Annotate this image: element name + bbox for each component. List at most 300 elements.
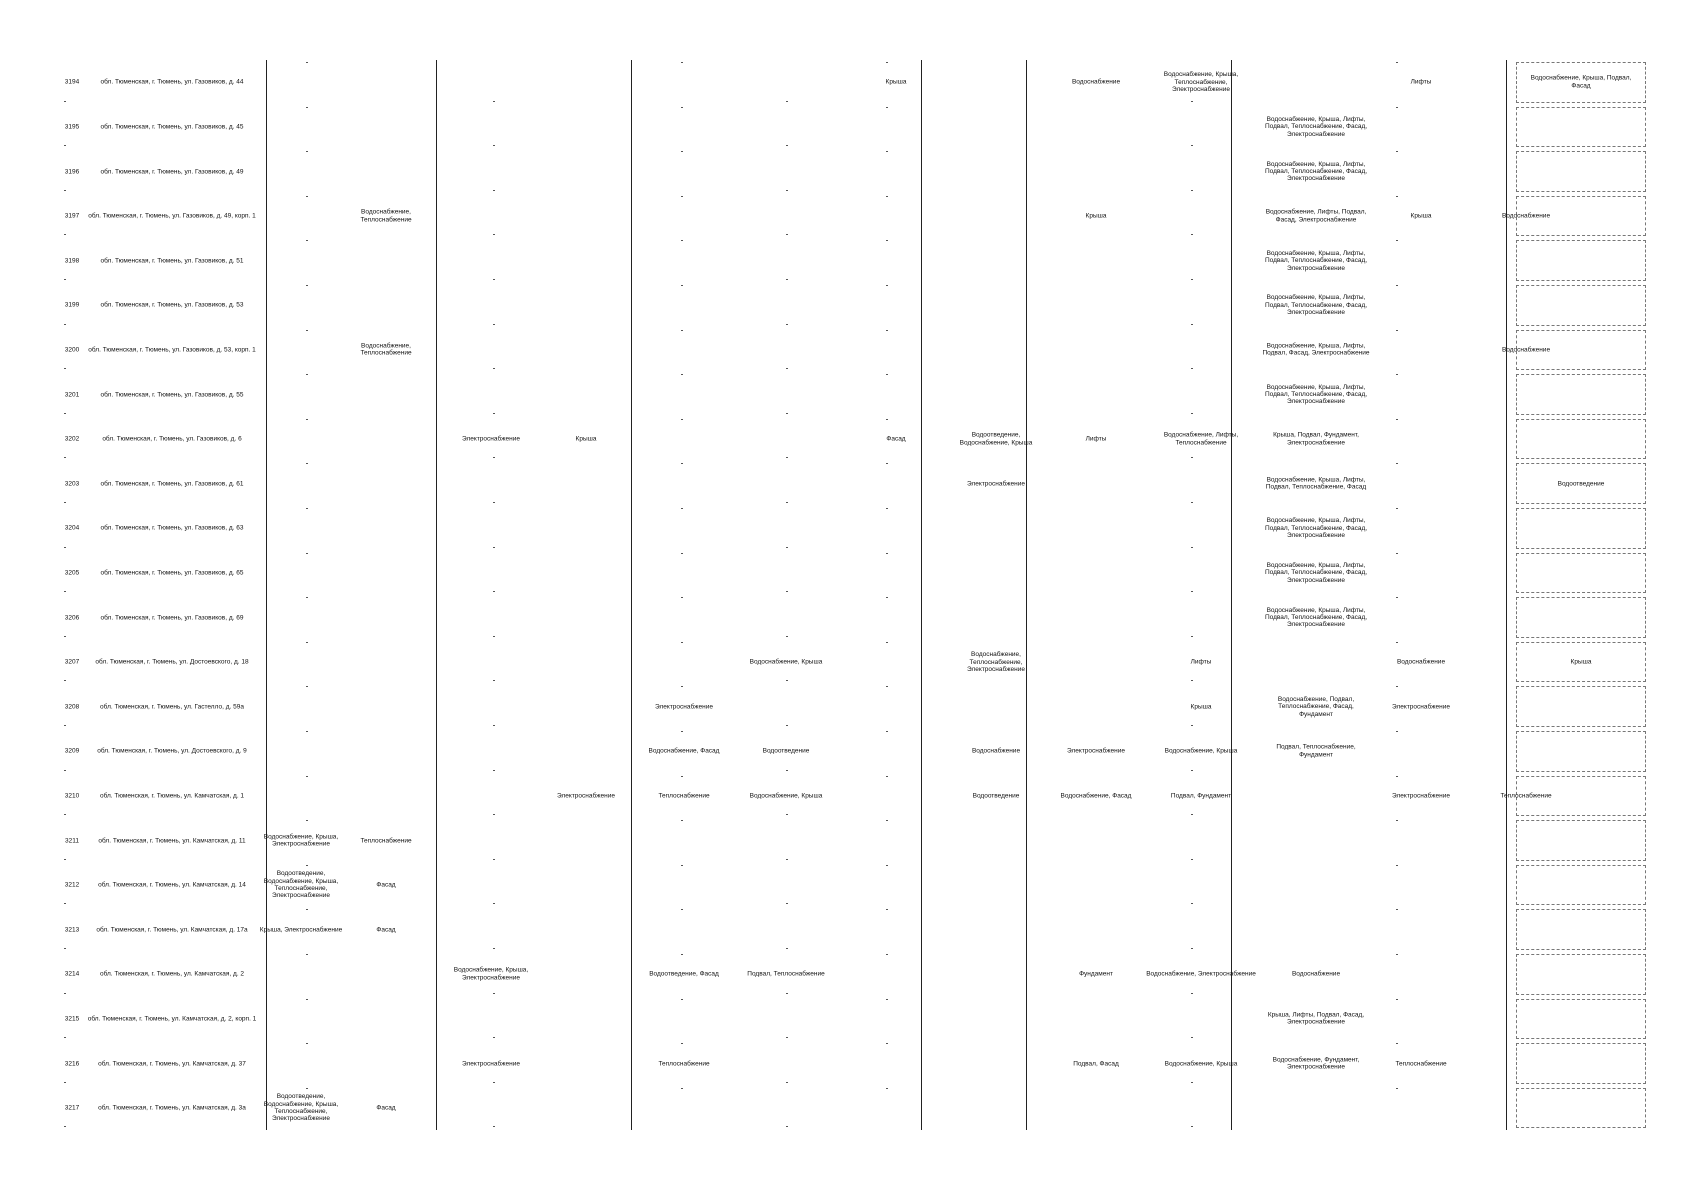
grid-tick [306,776,308,777]
address-cell: обл. Тюменская, г. Тюмень, ул. Газовиков, д. 55 [100,390,244,398]
grid-tick [493,636,495,637]
work-type-cell: Водоснабжение, Крыша, Лифты, Подвал, Теплоснабжение, Фасад, Электроснабжение [1264,160,1368,183]
row-number: 3207 [64,658,80,666]
grid-tick [306,196,308,197]
row-number: 3217 [64,1104,80,1112]
address-cell: обл. Тюменская, г. Тюмень, ул. Камчатская, д. 3а [98,1104,246,1112]
grid-tick [64,368,66,369]
work-type-cell: Теплоснабжение [1395,1059,1447,1067]
work-type-cell: Крыша [1410,212,1432,220]
column-divider [1231,60,1232,1130]
address-cell: обл. Тюменская, г. Тюмень, ул. Камчатская, д. 11 [98,836,246,844]
column-divider [631,60,632,1130]
work-type-cell: Водоснабжение, Крыша, Лифты, Подвал, Теплоснабжение, Фасад, Электроснабжение [1264,561,1368,584]
grid-tick [886,508,888,509]
work-type-cell: Электроснабжение [462,435,520,443]
grid-tick [1191,145,1193,146]
grid-tick [64,903,66,904]
row-number: 3211 [65,836,79,844]
grid-tick [1396,196,1398,197]
grid-tick [493,413,495,414]
grid-tick [786,324,788,325]
address-cell: обл. Тюменская, г. Тюмень, ул. Газовиков, д. 53, корп. 1 [88,346,256,354]
grid-tick [681,151,683,152]
row-number: 3202 [64,435,80,443]
work-type-cell: Крыша, Электроснабжение [259,925,343,933]
grid-tick [493,770,495,771]
work-type-cell: Водоснабжение, Подвал, Теплоснабжение, Фасад, Фундамент [1277,695,1355,718]
grid-tick [886,330,888,331]
grid-tick [786,948,788,949]
grid-tick [1191,636,1193,637]
grid-tick [1191,368,1193,369]
work-type-cell: Лифты [1085,435,1107,443]
row-number: 3208 [64,702,80,710]
grid-tick [786,279,788,280]
dashed-cell [1516,1043,1646,1084]
grid-tick [1191,101,1193,102]
work-type-cell: Водоснабжение, Крыша, Лифты, Подвал, Фасад, Электроснабжение [1262,342,1370,357]
grid-tick [681,62,683,63]
work-type-cell: Водоотведение, Водоснабжение, Крыша, Теплоснабжение, Электроснабжение [263,870,339,900]
column-divider [436,60,437,1130]
grid-tick [786,457,788,458]
grid-tick [1396,776,1398,777]
work-type-cell: Теплоснабжение [360,836,412,844]
work-type-cell: Водоотведение [762,747,810,755]
work-type-cell: Лифты [1190,658,1212,666]
grid-tick [306,240,308,241]
grid-tick [1191,190,1193,191]
row-number: 3195 [64,123,80,131]
grid-tick [1191,1037,1193,1038]
work-type-cell: Лифты [1410,78,1432,86]
work-type-cell: Крыша [1085,212,1107,220]
work-type-cell: Электроснабжение [1392,792,1450,800]
work-type-cell: Водоотведение [1557,479,1605,487]
grid-tick [1191,993,1193,994]
grid-tick [306,285,308,286]
grid-tick [1396,419,1398,420]
grid-tick [306,419,308,420]
grid-tick [1396,1088,1398,1089]
row-number: 3200 [64,346,80,354]
grid-tick [681,285,683,286]
grid-tick [681,107,683,108]
grid-tick [306,1088,308,1089]
grid-tick [306,151,308,152]
work-type-cell: Водоотведение, Водоснабжение, Крыша [959,431,1033,447]
work-type-cell: Водоснабжение, Теплоснабжение, Электроснабжение [967,650,1025,673]
grid-tick [64,948,66,949]
grid-tick [306,597,308,598]
work-type-cell: Теплоснабжение [658,1059,710,1067]
grid-tick [1191,502,1193,503]
work-type-cell: Водоснабжение [1071,78,1121,86]
grid-tick [64,457,66,458]
work-type-cell: Водоснабжение, Теплоснабжение [360,208,412,224]
grid-tick [1396,285,1398,286]
grid-tick [1191,591,1193,592]
grid-tick [306,999,308,1000]
work-type-cell: Теплоснабжение [658,792,710,800]
work-type-cell: Водоотведение, Фасад [649,970,719,978]
address-cell: обл. Тюменская, г. Тюмень, ул. Камчатская, д. 17а [96,925,248,933]
address-cell: обл. Тюменская, г. Тюмень, ул. Камчатская, д. 2, корп. 1 [87,1015,257,1023]
work-type-cell: Водоснабжение, Фундамент, Электроснабжение [1272,1056,1360,1071]
work-type-cell: Подвал, Фундамент [1170,792,1232,800]
work-type-cell: Водоснабжение, Крыша, Электроснабжение [263,833,339,848]
address-cell: обл. Тюменская, г. Тюмень, ул. Камчатская, д. 1 [99,792,245,800]
grid-tick [786,547,788,548]
work-type-cell: Электроснабжение [462,1059,520,1067]
dashed-cell [1516,686,1646,727]
work-type-cell: Фасад [376,881,396,889]
grid-tick [306,463,308,464]
grid-tick [1396,62,1398,63]
grid-tick [493,457,495,458]
dashed-cell [1516,909,1646,950]
dashed-cell [1516,553,1646,594]
work-type-cell: Подвал, Теплоснабжение, Фундамент [1276,743,1356,759]
grid-tick [1396,954,1398,955]
grid-tick [493,368,495,369]
work-type-cell: Водоснабжение, Теплоснабжение [360,342,412,357]
grid-tick [1191,859,1193,860]
grid-tick [493,680,495,681]
grid-tick [306,686,308,687]
grid-tick [681,865,683,866]
work-type-cell: Электроснабжение [967,479,1025,487]
grid-tick [886,731,888,732]
row-number: 3204 [64,524,80,532]
grid-tick [64,591,66,592]
grid-tick [306,1043,308,1044]
grid-tick [886,151,888,152]
grid-tick [64,190,66,191]
grid-tick [886,776,888,777]
row-number: 3197 [64,212,80,220]
grid-tick [1396,1043,1398,1044]
grid-tick [64,770,66,771]
dashed-cell [1516,954,1646,995]
dashed-cell [1516,151,1646,192]
grid-tick [1396,865,1398,866]
row-number: 3205 [64,569,80,577]
row-number: 3198 [64,256,80,264]
grid-tick [1191,457,1193,458]
work-type-cell: Водоснабжение, Крыша, Лифты, Подвал, Теплоснабжение, Фасад, Электроснабжение [1264,606,1368,629]
work-type-cell: Водоснабжение, Крыша, Лифты, Подвал, Теплоснабжение, Фасад, Электроснабжение [1264,517,1368,539]
row-number: 3203 [64,479,80,487]
grid-tick [1191,1126,1193,1127]
work-type-cell: Крыша [1570,658,1592,666]
row-number: 3209 [64,747,80,755]
work-type-cell: Водоснабжение [1501,212,1551,220]
dashed-cell [1516,820,1646,861]
grid-tick [1191,948,1193,949]
grid-tick [786,190,788,191]
dashed-cell [1516,731,1646,772]
grid-tick [493,814,495,815]
work-type-cell: Фасад [376,925,396,933]
grid-tick [1191,547,1193,548]
row-number: 3212 [64,881,80,889]
work-type-cell: Водоснабжение, Крыша, Теплоснабжение, Электроснабжение [1163,71,1239,93]
work-type-cell: Подвал, Фасад [1073,1059,1119,1067]
grid-tick [64,324,66,325]
grid-tick [786,1037,788,1038]
grid-tick [786,368,788,369]
grid-tick [1396,597,1398,598]
dashed-cell [1516,597,1646,638]
work-type-cell: Водоснабжение, Крыша, Лифты, Подвал, Теплоснабжение, Фасад, Электроснабжение [1264,249,1368,272]
grid-tick [886,553,888,554]
grid-tick [64,814,66,815]
dashed-cell [1516,1088,1646,1129]
address-cell: обл. Тюменская, г. Тюмень, ул. Газовиков, д. 51 [100,256,244,264]
grid-tick [681,330,683,331]
grid-tick [886,196,888,197]
work-type-cell: Водоснабжение, Крыша [1164,1059,1238,1067]
dashed-cell [1516,285,1646,326]
dashed-cell [1516,999,1646,1040]
row-number: 3194 [64,78,80,86]
grid-tick [681,731,683,732]
work-type-cell: Водоснабжение, Лифты, Теплоснабжение [1163,431,1239,447]
grid-tick [886,463,888,464]
grid-tick [1191,324,1193,325]
address-cell: обл. Тюменская, г. Тюмень, ул. Газовиков, д. 53 [100,301,244,309]
grid-tick [64,1126,66,1127]
work-type-cell: Водоснабжение [1396,658,1446,666]
grid-tick [306,374,308,375]
grid-tick [493,993,495,994]
grid-tick [786,993,788,994]
work-type-cell: Крыша, Подвал, Фундамент, Электроснабжение [1273,431,1359,447]
grid-tick [681,642,683,643]
grid-tick [306,731,308,732]
work-type-cell: Водоснабжение, Крыша [749,792,823,800]
grid-tick [681,419,683,420]
grid-tick [786,814,788,815]
grid-tick [1396,463,1398,464]
grid-tick [886,1043,888,1044]
column-divider [266,60,267,1130]
grid-tick [786,502,788,503]
grid-tick [681,597,683,598]
work-type-cell: Крыша [885,78,907,86]
grid-tick [64,234,66,235]
grid-tick [886,909,888,910]
grid-tick [1396,642,1398,643]
grid-tick [1396,151,1398,152]
address-cell: обл. Тюменская, г. Тюмень, ул. Газовиков, д. 69 [100,613,244,621]
work-type-cell: Водоснабжение, Крыша, Лифты, Подвал, Теплоснабжение, Фасад, Электроснабжение [1264,383,1368,406]
dashed-cell [1516,419,1646,460]
work-type-cell: Водоснабжение, Крыша, Электроснабжение [453,966,529,982]
grid-tick [64,502,66,503]
grid-tick [493,725,495,726]
grid-tick [886,240,888,241]
grid-tick [681,820,683,821]
grid-tick [493,1126,495,1127]
work-type-cell: Фасад [886,435,906,443]
address-cell: обл. Тюменская, г. Тюмень, ул. Гастелло, д. 59а [100,702,244,710]
grid-tick [493,903,495,904]
grid-tick [493,547,495,548]
grid-tick [306,820,308,821]
grid-tick [1396,909,1398,910]
work-type-cell: Водоснабжение, Фасад [1060,792,1132,800]
row-number: 3201 [64,390,80,398]
grid-tick [493,190,495,191]
grid-tick [786,145,788,146]
row-number: 3216 [64,1059,80,1067]
grid-tick [1191,680,1193,681]
address-cell: обл. Тюменская, г. Тюмень, ул. Газовиков, д. 61 [100,479,244,487]
address-cell: обл. Тюменская, г. Тюмень, ул. Газовиков, д. 49, корп. 1 [88,212,256,220]
dashed-cell [1516,865,1646,906]
grid-tick [1191,1082,1193,1083]
work-type-cell: Электроснабжение [1392,702,1450,710]
schedule-table [56,60,1646,1130]
grid-tick [1191,725,1193,726]
work-type-cell: Водоснабжение, Фасад [648,747,720,755]
dashed-cell [1516,508,1646,549]
address-cell: обл. Тюменская, г. Тюмень, ул. Газовиков, д. 44 [100,78,244,86]
row-number: 3196 [64,167,80,175]
grid-tick [306,508,308,509]
work-type-cell: Крыша [1190,702,1212,710]
grid-tick [681,196,683,197]
grid-tick [886,999,888,1000]
grid-tick [1396,820,1398,821]
grid-tick [493,279,495,280]
grid-tick [306,107,308,108]
column-divider [1026,60,1027,1130]
grid-tick [886,865,888,866]
grid-tick [886,285,888,286]
grid-tick [681,686,683,687]
row-number: 3215 [64,1015,80,1023]
grid-tick [306,553,308,554]
work-type-cell: Водоснабжение, Лифты, Подвал, Фасад, Электроснабжение [1265,208,1367,224]
grid-tick [786,413,788,414]
grid-tick [1396,999,1398,1000]
grid-tick [64,279,66,280]
grid-tick [886,374,888,375]
row-number: 3214 [64,970,80,978]
grid-tick [1191,234,1193,235]
column-divider [921,60,922,1130]
grid-tick [1191,770,1193,771]
grid-tick [64,725,66,726]
work-type-cell: Электроснабжение [557,792,615,800]
grid-tick [681,909,683,910]
grid-tick [1396,686,1398,687]
grid-tick [786,680,788,681]
grid-tick [786,636,788,637]
grid-tick [306,909,308,910]
grid-tick [493,101,495,102]
grid-tick [1396,374,1398,375]
grid-tick [1191,903,1193,904]
grid-tick [1191,413,1193,414]
grid-tick [64,547,66,548]
row-number: 3206 [64,613,80,621]
grid-tick [1396,731,1398,732]
grid-tick [1396,107,1398,108]
address-cell: обл. Тюменская, г. Тюмень, ул. Достоевского, д. 18 [95,658,249,666]
work-type-cell: Водоснабжение, Крыша, Подвал, Фасад [1530,74,1632,90]
row-number: 3213 [64,925,80,933]
grid-tick [1191,814,1193,815]
grid-tick [64,859,66,860]
grid-tick [306,642,308,643]
work-type-cell: Крыша [575,435,597,443]
grid-tick [886,642,888,643]
grid-tick [681,463,683,464]
address-cell: обл. Тюменская, г. Тюмень, ул. Газовиков, д. 65 [100,569,244,577]
work-type-cell: Электроснабжение [655,702,713,710]
work-type-cell: Водоснабжение, Крыша [1164,747,1238,755]
grid-tick [786,770,788,771]
grid-tick [64,1082,66,1083]
grid-tick [64,413,66,414]
work-type-cell: Водоснабжение, Крыша [749,658,823,666]
grid-tick [786,234,788,235]
grid-tick [886,1088,888,1089]
column-divider [1506,60,1507,1130]
grid-tick [681,240,683,241]
grid-tick [786,859,788,860]
grid-tick [886,686,888,687]
work-type-cell: Водоснабжение, Крыша, Лифты, Подвал, Теплоснабжение, Фасад, Электроснабжение [1264,294,1368,316]
work-type-cell: Электроснабжение [1067,747,1125,755]
row-number: 3199 [64,301,80,309]
grid-tick [493,324,495,325]
grid-tick [64,101,66,102]
work-type-cell: Фасад [376,1104,396,1112]
grid-tick [64,1037,66,1038]
work-type-cell: Водоснабжение, Электроснабжение [1146,970,1256,978]
work-type-cell: Водоснабжение, Крыша, Лифты, Подвал, Теплоснабжение, Фасад [1265,476,1367,491]
work-type-cell: Подвал, Теплоснабжение [747,970,825,978]
dashed-cell [1516,240,1646,281]
grid-tick [493,1082,495,1083]
address-cell: обл. Тюменская, г. Тюмень, ул. Камчатская, д. 2 [99,970,245,978]
grid-tick [886,62,888,63]
address-cell: обл. Тюменская, г. Тюмень, ул. Газовиков, д. 49 [100,167,244,175]
work-type-cell: Водоотведение, Водоснабжение, Крыша, Теплоснабжение, Электроснабжение [263,1093,339,1123]
grid-tick [1396,330,1398,331]
dashed-cell [1516,374,1646,415]
work-type-cell: Водоснабжение [1291,970,1341,978]
grid-tick [64,636,66,637]
grid-tick [493,502,495,503]
grid-tick [681,999,683,1000]
work-type-cell: Водоснабжение [1501,346,1551,354]
grid-tick [493,145,495,146]
row-number: 3210 [64,792,80,800]
grid-tick [786,101,788,102]
address-cell: обл. Тюменская, г. Тюмень, ул. Камчатская, д. 14 [98,881,246,889]
grid-tick [886,820,888,821]
grid-tick [681,1088,683,1089]
grid-tick [786,591,788,592]
grid-tick [1396,553,1398,554]
